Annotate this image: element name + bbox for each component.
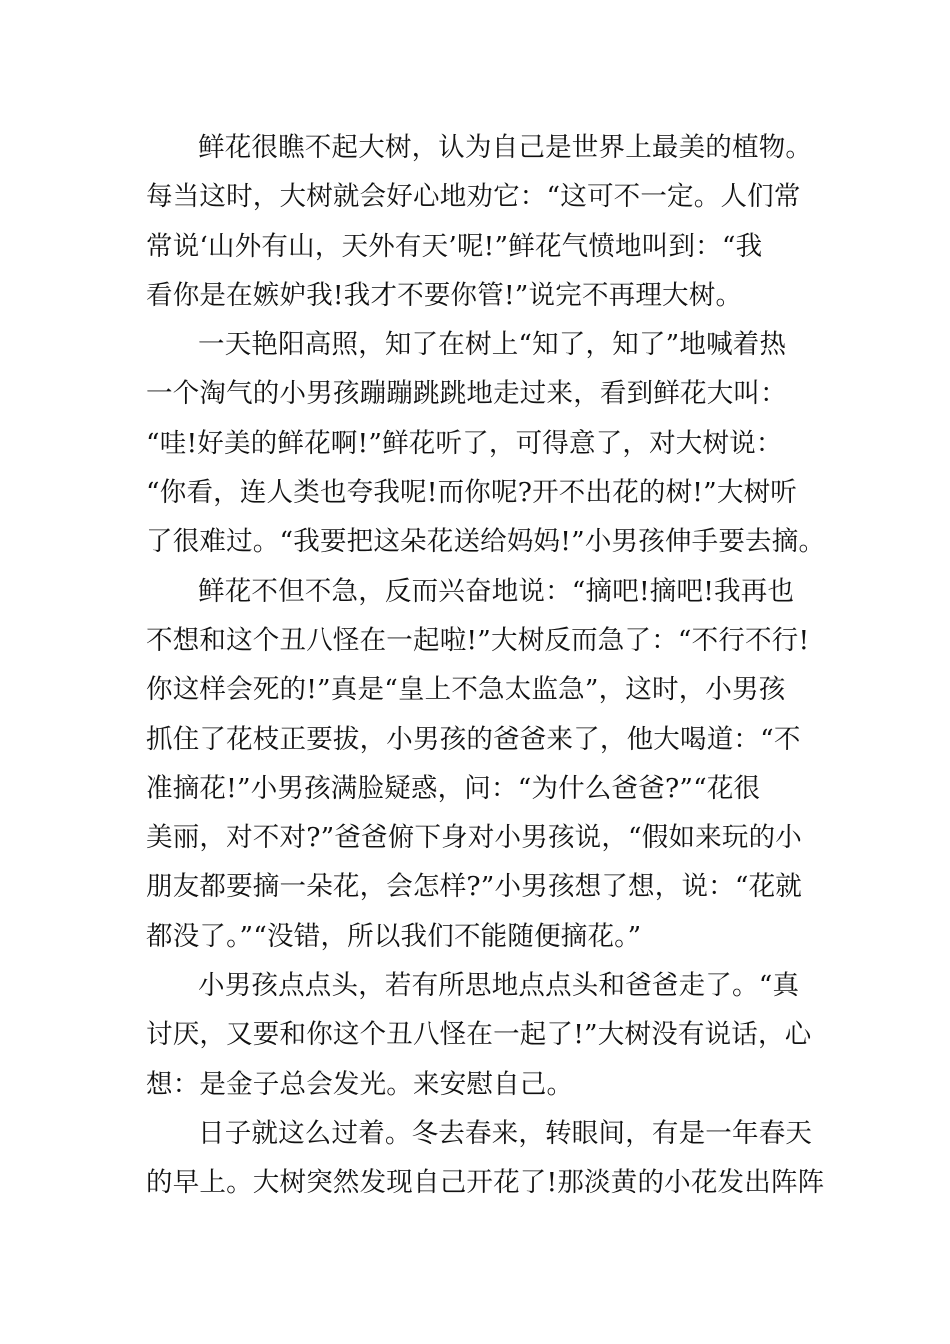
text-line: 一天艳阳高照，知了在树上“知了，知了”地喊着热 [198, 329, 787, 361]
text-line: 想：是金子总会发光。来安慰自己。 [146, 1068, 574, 1100]
text-line: 准摘花!”小男孩满脸疑惑，问：“为什么爸爸?”“花很 [146, 772, 761, 804]
text-line: 的早上。大树突然发现自己开花了!那淡黄的小花发出阵阵 [146, 1167, 825, 1199]
text-line: 鲜花不但不急，反而兴奋地说：“摘吧!摘吧!我再也 [198, 575, 795, 607]
text-line: “你看，连人类也夸我呢!而你呢?开不出花的树!”大树听 [146, 477, 798, 509]
text-line: 一个淘气的小男孩蹦蹦跳跳地走过来，看到鲜花大叫： [146, 378, 787, 410]
story-text [146, 123, 826, 1208]
text-line: 抓住了花枝正要拔，小男孩的爸爸来了，他大喝道：“不 [146, 723, 801, 755]
text-line: “哇!好美的鲜花啊!”鲜花听了，可得意了，对大树说： [146, 427, 783, 459]
text-line: 不想和这个丑八怪在一起啦!”大树反而急了：“不行不行! [146, 624, 810, 656]
text-line: 每当这时，大树就会好心地劝它：“这可不一定。人们常 [146, 181, 801, 213]
text-line: 看你是在嫉妒我!我才不要你管!”说完不再理大树。 [146, 279, 743, 311]
text-line: 鲜花很瞧不起大树，认为自己是世界上最美的植物。 [198, 132, 813, 163]
text-line: 了很难过。“我要把这朵花送给妈妈!”小男孩伸手要去摘。 [146, 526, 826, 558]
text-line: 小男孩点点头，若有所思地点点头和爸爸走了。“真 [198, 970, 800, 1002]
text-line: 日子就这么过着。冬去春来，转眼间，有是一年春天 [198, 1117, 813, 1149]
text-line: 常说‘山外有山，天外有天’呢!”鲜花气愤地叫到：“我 [146, 230, 763, 262]
text-line: 讨厌，又要和你这个丑八怪在一起了!”大树没有说话，心 [146, 1019, 812, 1051]
text-line: 美丽，对不对?”爸爸俯下身对小男孩说，“假如来玩的小 [146, 822, 803, 854]
text-line: 你这样会死的!”真是“皇上不急太监急”，这时，小男孩 [146, 674, 786, 706]
text-line: 都没了。”“没错，所以我们不能随便摘花。” [146, 920, 642, 952]
text-line: 朋友都要摘一朵花，会怎样?”小男孩想了想，说：“花就 [146, 871, 803, 903]
